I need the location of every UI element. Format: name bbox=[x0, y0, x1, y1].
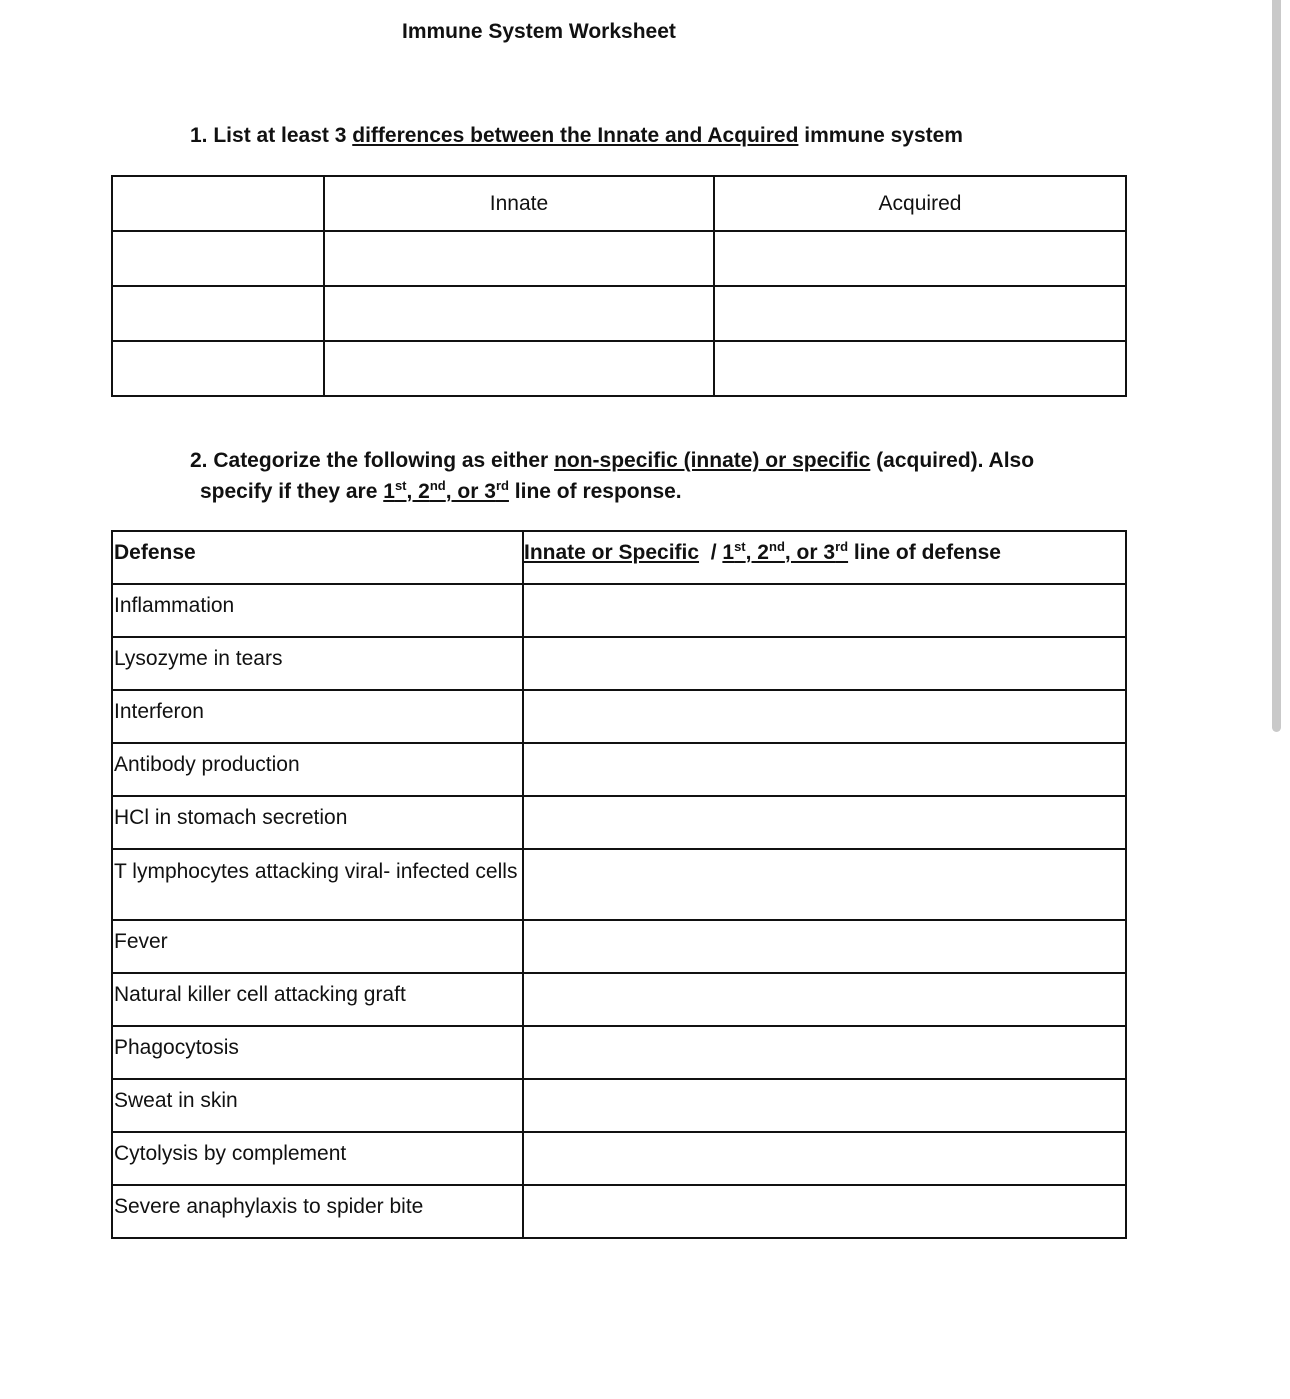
header-suffix: line of defense bbox=[848, 541, 1001, 564]
header-ordinal-2: , 2 bbox=[745, 541, 769, 564]
defense-name: Lysozyme in tears bbox=[112, 637, 523, 690]
table-row bbox=[112, 796, 1126, 849]
header-ordinal-3-sup: rd bbox=[835, 539, 849, 554]
answer-cell[interactable] bbox=[523, 920, 1126, 973]
question-2-ordinals bbox=[383, 480, 509, 503]
question-2-underlined: non-specific (innate) or specific bbox=[554, 449, 871, 472]
header-acquired: Acquired bbox=[714, 176, 1126, 231]
table-row bbox=[112, 176, 1126, 231]
table-row bbox=[112, 286, 1126, 341]
answer-cell[interactable] bbox=[112, 341, 324, 396]
answer-cell[interactable] bbox=[523, 690, 1126, 743]
worksheet-title: Immune System Worksheet bbox=[402, 20, 676, 43]
header-ordinal-2-sup: nd bbox=[769, 539, 785, 554]
defense-name: Antibody production bbox=[112, 743, 523, 796]
defense-name: T lymphocytes attacking viral- infected cells bbox=[112, 849, 523, 920]
table-row bbox=[112, 1185, 1126, 1238]
table-row bbox=[112, 849, 1126, 920]
ordinal-1-sup: st bbox=[394, 478, 407, 493]
table-row bbox=[112, 637, 1126, 690]
table-row bbox=[112, 1132, 1126, 1185]
table-row bbox=[112, 1079, 1126, 1132]
header-ordinal-1: 1 bbox=[722, 541, 735, 564]
table-row bbox=[112, 920, 1126, 973]
answer-cell[interactable] bbox=[324, 341, 714, 396]
question-1-prefix: 1. List at least 3 bbox=[190, 124, 353, 147]
table-row bbox=[112, 973, 1126, 1026]
question-2-suffix: (acquired). Also bbox=[870, 449, 1035, 472]
defense-name: Cytolysis by complement bbox=[112, 1132, 523, 1185]
defense-table bbox=[111, 530, 1127, 1239]
question-1-underlined: differences between the Innate and Acquired bbox=[352, 124, 799, 147]
answer-cell[interactable] bbox=[523, 1185, 1126, 1238]
header-defense: Defense bbox=[112, 531, 523, 584]
answer-cell[interactable] bbox=[523, 849, 1126, 920]
defense-name: Sweat in skin bbox=[112, 1079, 523, 1132]
table-row bbox=[112, 690, 1126, 743]
answer-cell[interactable] bbox=[523, 1132, 1126, 1185]
table-row bbox=[112, 743, 1126, 796]
header-innate-or-specific: Innate or Specific bbox=[524, 541, 700, 564]
table-row bbox=[112, 584, 1126, 637]
question-2-line-2-suffix: line of response. bbox=[508, 480, 682, 503]
question-2-line-1 bbox=[190, 449, 1034, 473]
table-row bbox=[112, 531, 1126, 584]
header-ordinals bbox=[722, 541, 848, 564]
answer-cell[interactable] bbox=[714, 286, 1126, 341]
header-blank-cell bbox=[112, 176, 324, 231]
answer-cell[interactable] bbox=[714, 341, 1126, 396]
ordinal-1: 1 bbox=[383, 480, 395, 503]
question-1-suffix: immune system bbox=[798, 124, 963, 147]
defense-name: HCl in stomach secretion bbox=[112, 796, 523, 849]
question-2-prefix: 2. Categorize the following as either bbox=[190, 449, 555, 472]
header-category bbox=[523, 531, 1126, 584]
answer-cell[interactable] bbox=[523, 743, 1126, 796]
scrollbar[interactable] bbox=[1272, 0, 1281, 732]
header-ordinal-1-sup: st bbox=[734, 539, 746, 554]
question-2-line-2 bbox=[200, 480, 682, 504]
differences-table bbox=[111, 175, 1127, 397]
answer-cell[interactable] bbox=[112, 286, 324, 341]
question-1 bbox=[190, 124, 963, 148]
answer-cell[interactable] bbox=[324, 231, 714, 286]
header-innate: Innate bbox=[324, 176, 714, 231]
header-ordinal-3: , or 3 bbox=[784, 541, 836, 564]
table-row bbox=[112, 231, 1126, 286]
defense-name: Fever bbox=[112, 920, 523, 973]
table-row bbox=[112, 341, 1126, 396]
ordinal-3-sup: rd bbox=[495, 478, 509, 493]
defense-name: Interferon bbox=[112, 690, 523, 743]
defense-name: Natural killer cell attacking graft bbox=[112, 973, 523, 1026]
defense-name: Inflammation bbox=[112, 584, 523, 637]
ordinal-3: , or 3 bbox=[445, 480, 496, 503]
header-separator: / bbox=[699, 541, 723, 564]
answer-cell[interactable] bbox=[523, 973, 1126, 1026]
answer-cell[interactable] bbox=[112, 231, 324, 286]
defense-name: Phagocytosis bbox=[112, 1026, 523, 1079]
ordinal-2-sup: nd bbox=[429, 478, 446, 493]
answer-cell[interactable] bbox=[523, 1079, 1126, 1132]
question-2-line-2-prefix: specify if they are bbox=[200, 480, 384, 503]
answer-cell[interactable] bbox=[523, 584, 1126, 637]
answer-cell[interactable] bbox=[523, 796, 1126, 849]
answer-cell[interactable] bbox=[324, 286, 714, 341]
ordinal-2: , 2 bbox=[406, 480, 430, 503]
answer-cell[interactable] bbox=[714, 231, 1126, 286]
answer-cell[interactable] bbox=[523, 637, 1126, 690]
answer-cell[interactable] bbox=[523, 1026, 1126, 1079]
table-row bbox=[112, 1026, 1126, 1079]
defense-name: Severe anaphylaxis to spider bite bbox=[112, 1185, 523, 1238]
